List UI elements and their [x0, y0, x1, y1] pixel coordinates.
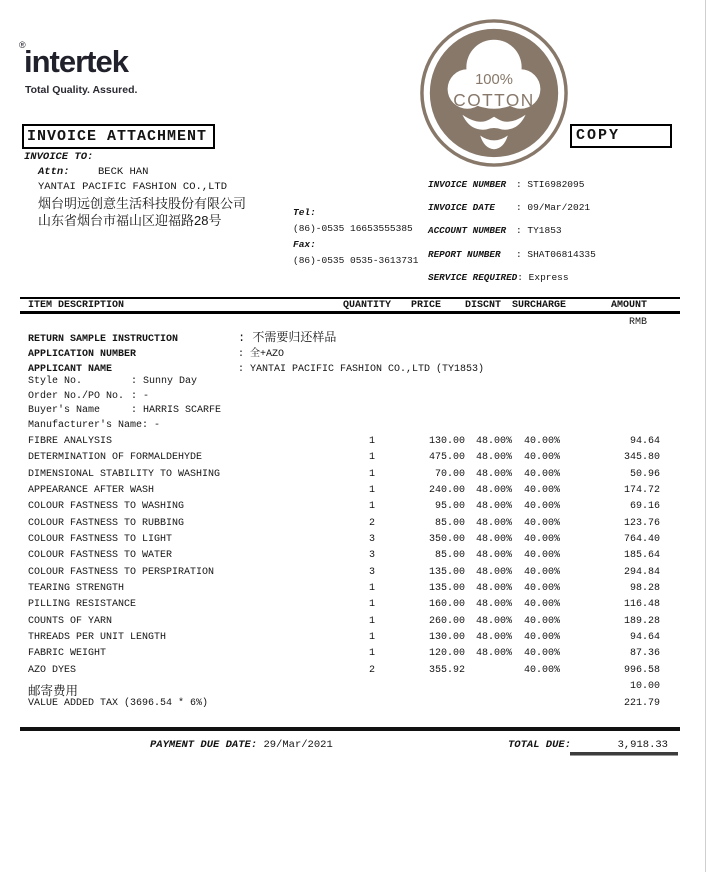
attn-label: Attn:: [38, 166, 70, 178]
table-row: FIBRE ANALYSIS 1 130.00 48.00% 40.00% 94.64: [28, 436, 660, 447]
fax-value: (86)-0535 0535-3613731: [293, 255, 419, 266]
currency-label: RMB: [628, 317, 647, 328]
table-header-rule: [20, 311, 680, 314]
table-row: DIMENSIONAL STABILITY TO WASHING 1 70.00 48.00% 40.00% 50.96: [28, 468, 660, 480]
line-items: [20, 436, 680, 714]
info-row: RETURN SAMPLE INSTRUCTION : 不需要归还样品: [28, 331, 337, 345]
style-row: Order No./PO No. : -: [28, 390, 150, 402]
invoice-meta: [428, 179, 596, 295]
table-row: COLOUR FASTNESS TO PERSPIRATION 3 135.00 48.00% 40.00% 294.84: [28, 566, 660, 578]
col-discnt: DISCNT: [465, 300, 502, 311]
table-header: [20, 300, 680, 311]
table-row: FABRIC WEIGHT 1 120.00 48.00% 40.00% 87.36: [28, 648, 660, 660]
scan-edge-line: [705, 0, 706, 872]
style-detail-rows: [28, 375, 221, 433]
stamp-line1: 100%: [475, 72, 513, 89]
invoice-attachment-title: INVOICE ATTACHMENT: [22, 124, 215, 149]
table-row: PILLING RESISTANCE 1 160.00 48.00% 40.00% 116.48: [28, 599, 660, 611]
stamp-line2: COTTON: [453, 89, 535, 110]
table-row: COLOUR FASTNESS TO LIGHT 3 350.00 48.00% 40.00% 764.40: [28, 534, 660, 546]
table-top-rule: [20, 297, 680, 299]
info-row: APPLICANT NAME : YANTAI PACIFIC FASHION CO.,LTD (TY1853): [28, 364, 485, 376]
footer-rule: [20, 727, 680, 731]
recipient-address-cn: 山东省烟台市福山区迎福路28号: [38, 213, 222, 228]
invoice-meta-row: ACCOUNT NUMBER : TY1853: [428, 225, 562, 237]
col-surcharge: SURCHARGE: [512, 300, 567, 311]
recipient-company: YANTAI PACIFIC FASHION CO.,LTD: [38, 181, 228, 193]
col-amount: AMOUNT: [610, 300, 647, 311]
table-row: TEARING STRENGTH 1 135.00 48.00% 40.00% 98.28: [28, 583, 660, 595]
table-row: COLOUR FASTNESS TO WATER 3 85.00 48.00% 40.00% 185.64: [28, 550, 660, 562]
table-row: DETERMINATION OF FORMALDEHYDE 1 475.00 48.00% 40.00% 345.80: [28, 452, 660, 464]
payment-due-line: [150, 739, 333, 751]
total-due-label: TOTAL DUE:: [508, 739, 572, 751]
table-row: COUNTS OF YARN 1 260.00 48.00% 40.00% 189.28: [28, 615, 660, 627]
table-row: AZO DYES 2 355.92 40.00% 996.58: [28, 664, 660, 676]
total-underline: [570, 752, 678, 756]
table-row: APPEARANCE AFTER WASH 1 240.00 48.00% 40.00% 174.72: [28, 485, 660, 497]
table-row: THREADS PER UNIT LENGTH 1 130.00 48.00% 40.00% 94.64: [28, 632, 660, 644]
attn-value: BECK HAN: [98, 166, 149, 178]
invoice-meta-row: SERVICE REQUIRED: Express: [428, 271, 569, 283]
registered-trademark-icon: ®: [19, 40, 26, 50]
invoice-meta-row: INVOICE DATE : 09/Mar/2021: [428, 202, 591, 214]
col-item-description: ITEM DESCRIPTION: [28, 300, 125, 311]
intertek-logo: intertek: [24, 44, 128, 79]
style-row: Style No. : Sunny Day: [28, 376, 198, 387]
attn-line: [38, 166, 148, 178]
col-quantity: QUANTITY: [342, 300, 391, 311]
recipient-company-cn: 烟台明远创意生活科技股份有限公司: [38, 196, 247, 211]
invoice-meta-row: INVOICE NUMBER : STI6982095: [428, 179, 585, 190]
info-row: APPLICATION NUMBER : 全+AZO: [28, 349, 285, 361]
invoice-to-heading: INVOICE TO:: [24, 151, 94, 163]
payment-due-label: PAYMENT DUE DATE:: [150, 739, 258, 751]
invoice-meta-row: REPORT NUMBER : SHAT06814335: [428, 248, 596, 260]
payment-due-value: 29/Mar/2021: [263, 739, 333, 751]
copy-label: COPY: [570, 124, 672, 148]
style-row: Buyer's Name : HARRIS SCARFE: [28, 405, 222, 417]
fax-label: Fax:: [293, 239, 316, 250]
sample-info-rows: [28, 331, 484, 378]
cotton-stamp-icon: [417, 16, 571, 170]
table-row: 邮寄费用 10.00: [28, 681, 660, 699]
col-price: PRICE: [410, 300, 441, 311]
tel-fax-block: [293, 205, 418, 269]
tel-value: (86)-0535 16653555385: [293, 223, 413, 234]
table-row: COLOUR FASTNESS TO RUBBING 2 85.00 48.00% 40.00% 123.76: [28, 517, 660, 529]
table-row: COLOUR FASTNESS TO WASHING 1 95.00 48.00% 40.00% 69.16: [28, 501, 660, 513]
tel-label: Tel:: [293, 207, 316, 218]
brand-tagline: Total Quality. Assured.: [25, 84, 138, 96]
table-row: VALUE ADDED TAX (3696.54 * 6%) 221.79: [28, 697, 660, 709]
total-due-value: 3,918.33: [617, 739, 668, 751]
style-row: Manufacturer's Name: -: [28, 419, 161, 431]
